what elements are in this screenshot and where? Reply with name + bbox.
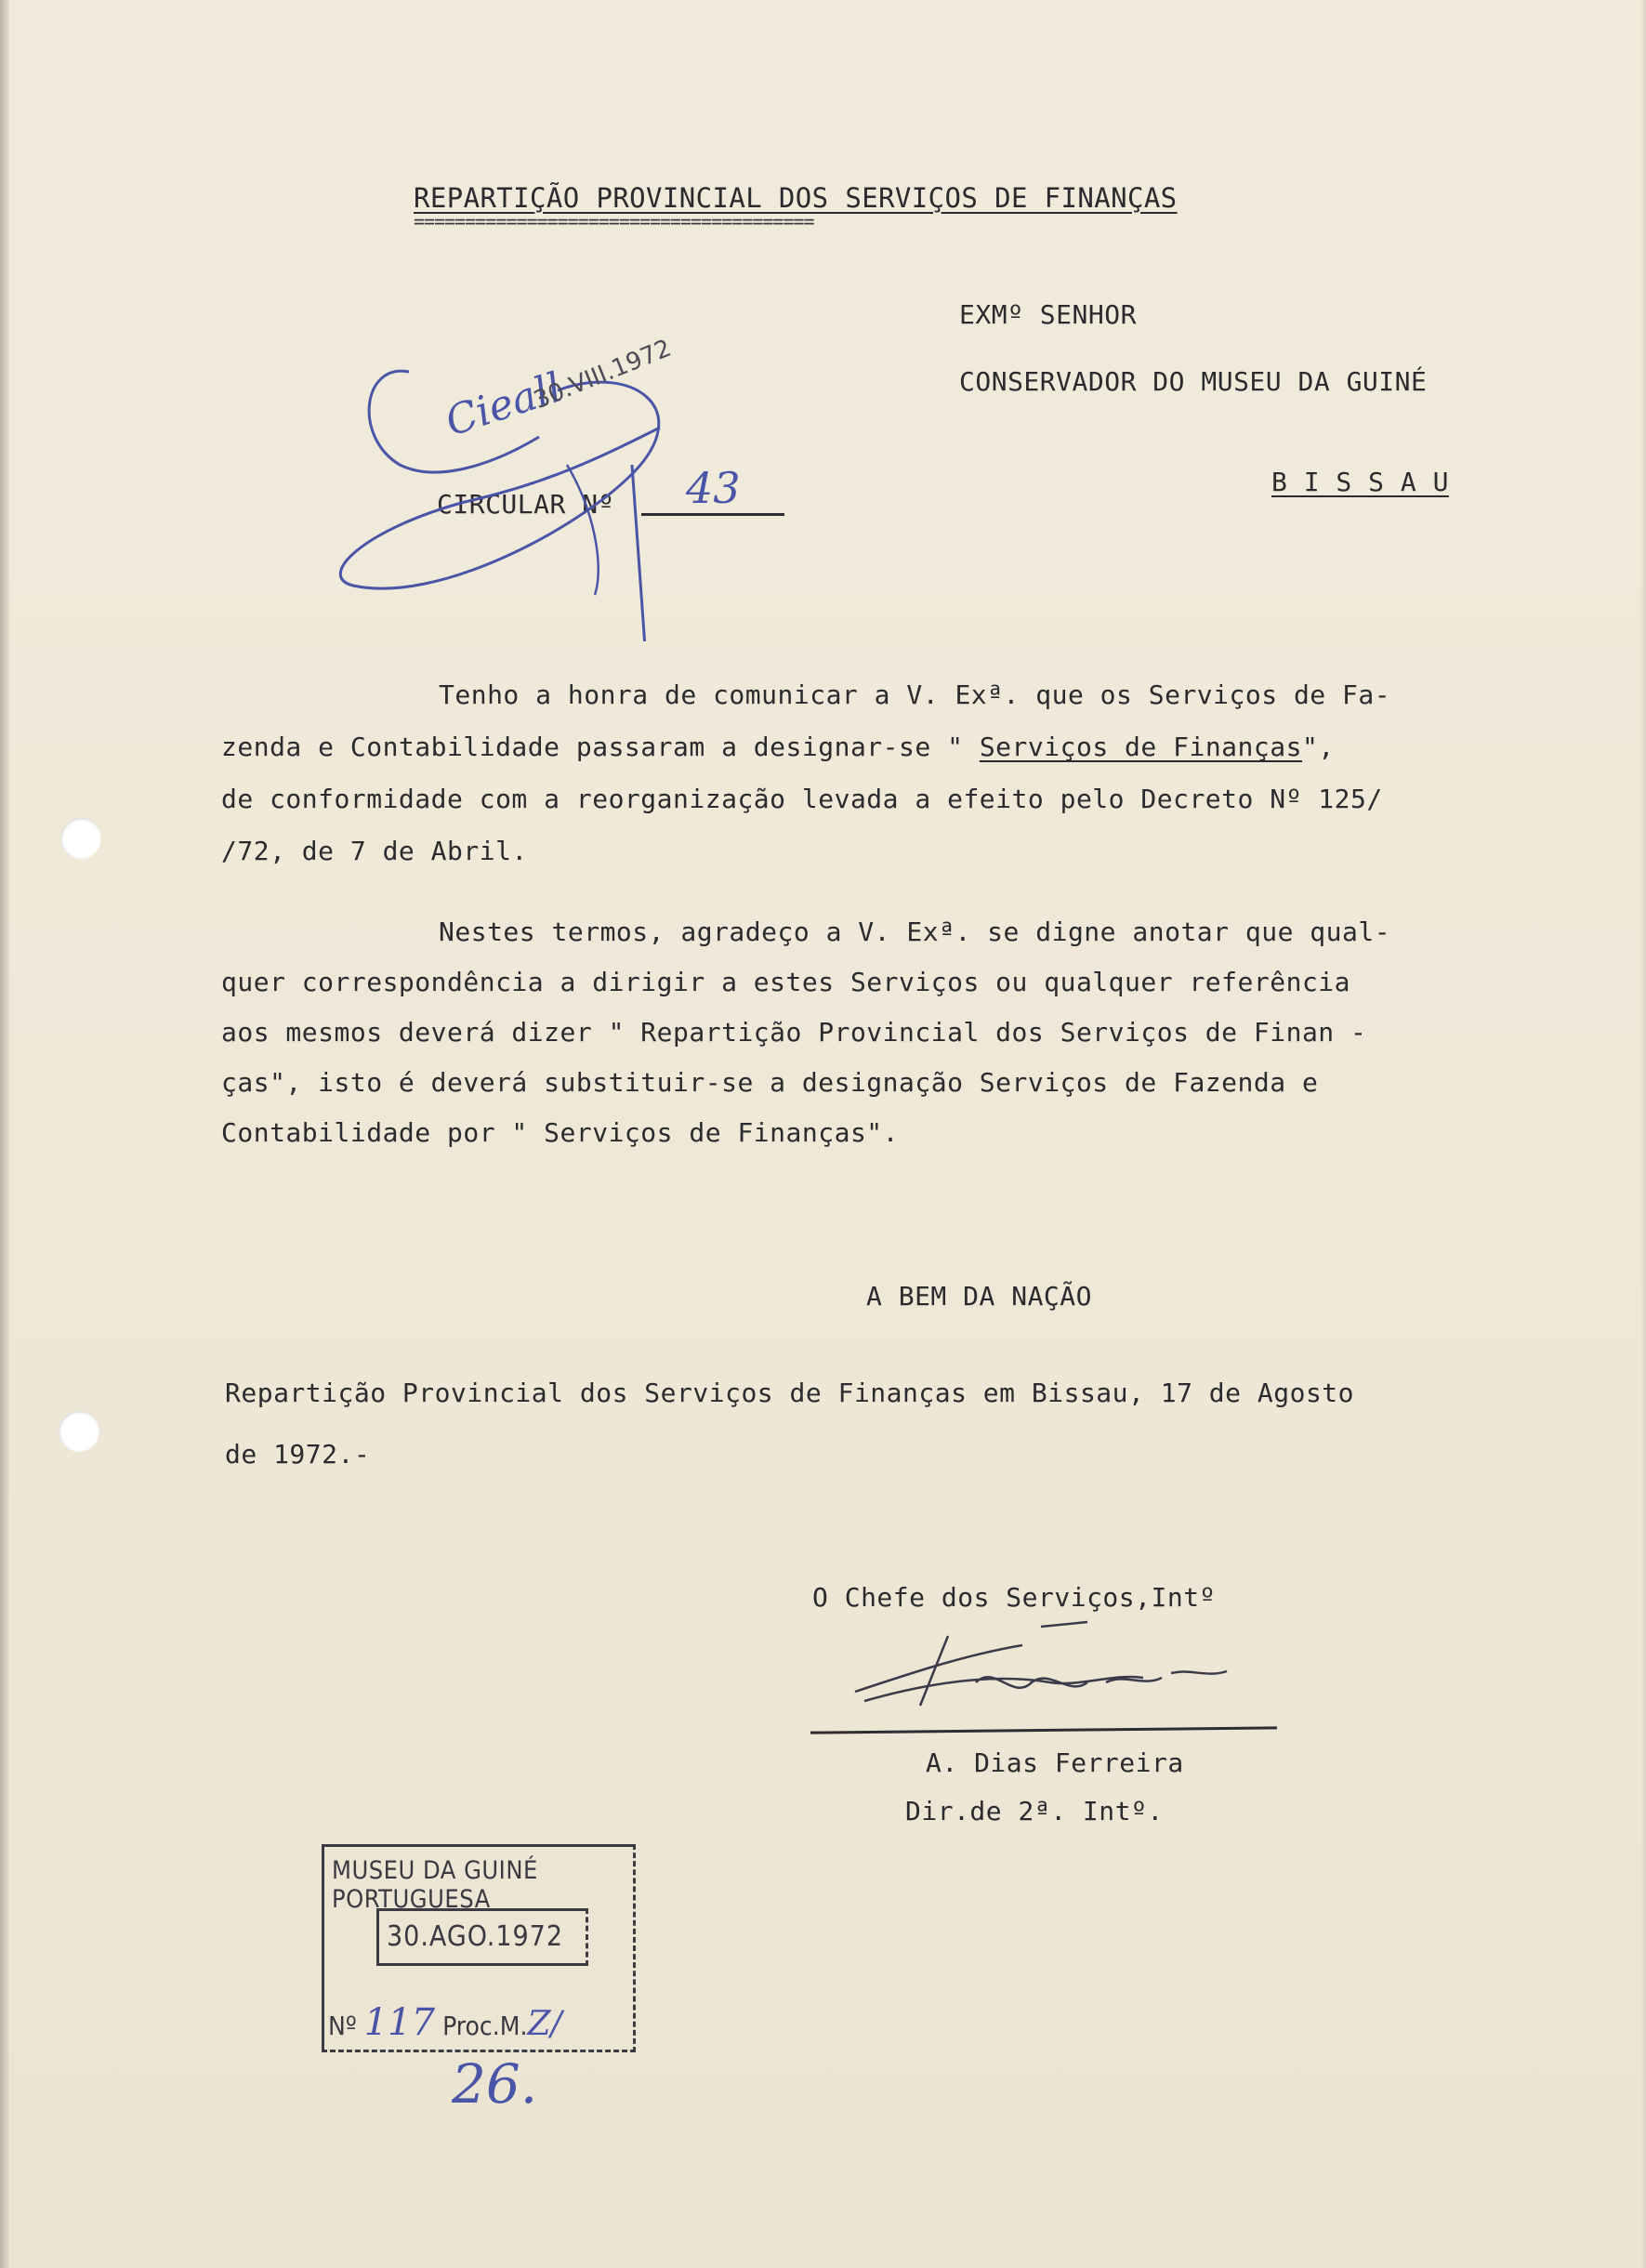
receipt-date-stamp: 30.VIII.1972 bbox=[530, 334, 676, 415]
stamp-header: MUSEU DA GUINÉ PORTUGUESA bbox=[332, 1856, 538, 1914]
paragraph-line bbox=[221, 721, 1522, 773]
addressee-line1: EXMº SENHOR bbox=[959, 299, 1137, 330]
letterhead-double-rule: ======================================= bbox=[414, 210, 814, 232]
body-paragraph-1 bbox=[221, 669, 1522, 877]
stamp-entry-number: 117 bbox=[363, 2001, 436, 2044]
paragraph-line: /72, de 7 de Abril. bbox=[221, 836, 528, 866]
paper-right-edge bbox=[1640, 0, 1646, 2268]
handwritten-signature bbox=[836, 1617, 1245, 1720]
paragraph-line: Tenho a honra de comunicar a V. Exª. que os Serviços de Fa- bbox=[439, 679, 1391, 710]
stamp-entry-line bbox=[328, 2001, 562, 2044]
paragraph-line: ças", isto é deverá substituir-se a designação Serviços de Fazenda e bbox=[221, 1067, 1319, 1098]
underlined-term: Serviços de Finanças bbox=[979, 732, 1302, 762]
punch-hole-bottom bbox=[59, 1411, 99, 1452]
paragraph-text: zenda e Contabilidade passaram a designar-se " bbox=[221, 732, 980, 762]
addressee-line2: CONSERVADOR DO MUSEU DA GUINÉ bbox=[959, 366, 1428, 397]
place-date-line2: de 1972.- bbox=[225, 1439, 371, 1470]
closing-motto: A BEM DA NAÇÃO bbox=[866, 1281, 1093, 1312]
paragraph-line: Contabilidade por " Serviços de Finanças". bbox=[221, 1117, 900, 1148]
stamp-proc-value: Z/ bbox=[527, 2005, 562, 2043]
addressee-city: B I S S A U bbox=[1271, 467, 1449, 497]
paragraph-text: ", bbox=[1301, 732, 1335, 762]
circular-number: 43 bbox=[686, 463, 741, 513]
letterhead-title: REPARTIÇÃO PROVINCIAL DOS SERVIÇOS DE FINANÇAS bbox=[414, 182, 1178, 214]
place-date-line1: Repartição Provincial dos Serviços de Finanças em Bissau, 17 de Agosto bbox=[225, 1378, 1355, 1408]
signatory-title: Dir.de 2ª. Intº. bbox=[905, 1796, 1164, 1826]
signature-line bbox=[810, 1726, 1277, 1734]
signature-role: O Chefe dos Serviços,Intº bbox=[812, 1582, 1216, 1613]
paragraph-line: aos mesmos deverá dizer " Repartição Provincial dos Serviços de Finan - bbox=[221, 1017, 1367, 1048]
punch-hole-top bbox=[60, 818, 101, 859]
receipt-initials: Cieall bbox=[440, 363, 568, 446]
signatory-name: A. Dias Ferreira bbox=[926, 1747, 1184, 1778]
body-paragraph-2 bbox=[221, 907, 1522, 1158]
circular-label: CIRCULAR Nº bbox=[437, 489, 614, 520]
paragraph-line: Nestes termos, agradeço a V. Exª. se digne anotar que qual- bbox=[439, 916, 1391, 947]
stamp-date-box bbox=[376, 1908, 588, 1966]
paragraph-line: quer correspondência a dirigir a estes Serviços ou qualquer referência bbox=[221, 967, 1351, 997]
stamp-entry-label: Nº bbox=[328, 2011, 357, 2041]
receipt-signature-scribble bbox=[325, 325, 716, 641]
stamp-date: 30.AGO.1972 bbox=[387, 1920, 564, 1953]
museum-reception-stamp bbox=[322, 1844, 636, 2052]
stamp-handwritten-number: 26. bbox=[452, 2052, 538, 2116]
paper-left-edge bbox=[0, 0, 9, 2268]
paragraph-line: de conformidade com a reorganização levada a efeito pelo Decreto Nº 125/ bbox=[221, 784, 1383, 814]
stamp-proc-label: Proc.M. bbox=[442, 2011, 528, 2041]
